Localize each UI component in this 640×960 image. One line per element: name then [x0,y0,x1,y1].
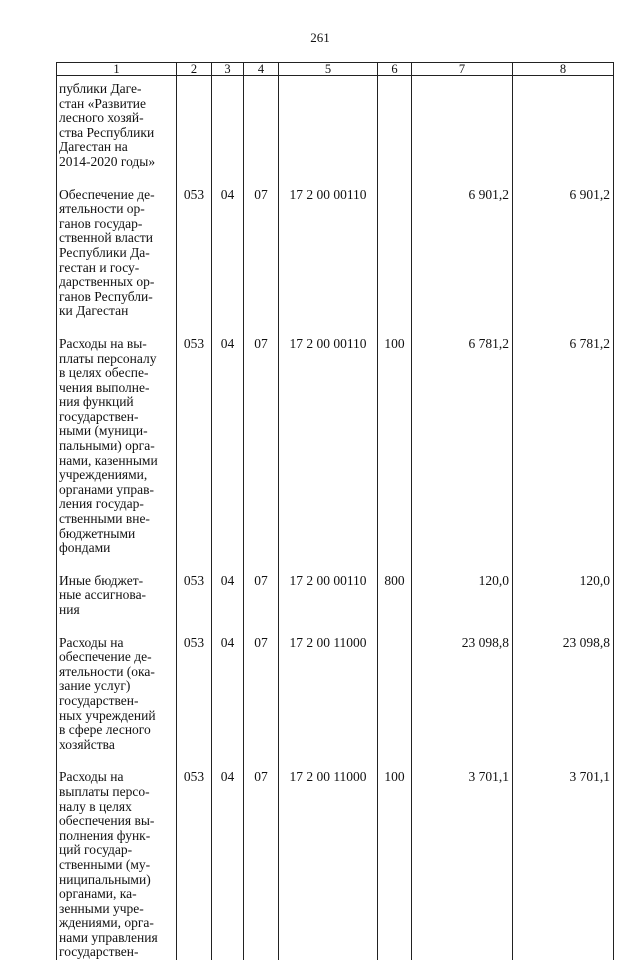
cell-ministry-code: 053 [177,337,212,556]
cell-amount-8 [513,76,614,170]
row-name: Расходы на вы- платы персоналу в целях обеспе- чения выполне- ния функций государствен- ными (муници- пальными) орга- нами, казенными учреждениями, органами управ- ления государ- ственными вне- бюджетными фондами [57,337,177,556]
cell-target-article: 17 2 00 11000 [279,770,378,960]
cell-ministry-code: 053 [177,636,212,753]
table-row [57,574,614,618]
cell-ministry-code: 053 [177,574,212,618]
cell-amount-7: 6 781,2 [412,337,513,556]
row-name: Расходы на выплаты персо- налу в целях обеспечения вы- полнения функ- ций государ- ственными (му- ниципальными) органами, ка- зенными учре- ждениями, орга- нами управления государствен- [57,770,177,960]
cell-expense-type [378,188,412,319]
column-header-1: 1 [57,63,177,76]
row-gap [57,170,614,188]
cell-amount-8: 3 701,1 [513,770,614,960]
cell-amount-8: 120,0 [513,574,614,618]
cell-section: 04 [212,636,244,753]
column-header-3: 3 [212,63,244,76]
column-header-2: 2 [177,63,212,76]
cell-expense-type [378,636,412,753]
cell-target-article: 17 2 00 11000 [279,636,378,753]
page-number: 261 [310,30,330,45]
cell-subsection [244,76,279,170]
row-name: Иные бюджет- ные ассигнова- ния [57,574,177,618]
cell-expense-type [378,76,412,170]
table-row [57,76,614,170]
row-name: публики Даге- стан «Развитие лесного хозяй- ства Республики Дагестан на 2014-2020 годы» [57,76,177,170]
cell-section: 04 [212,770,244,960]
budget-table [56,62,614,960]
row-name: Обеспечение де- ятельности ор- ганов государ- ственной власти Республики Да- гестан и госу- дарственных ор- ганов Республи- ки Дагестан [57,188,177,319]
cell-amount-8: 6 781,2 [513,337,614,556]
table-row [57,636,614,753]
cell-amount-7: 23 098,8 [412,636,513,753]
cell-subsection: 07 [244,574,279,618]
row-gap [57,752,614,770]
cell-ministry-code [177,76,212,170]
column-header-5: 5 [279,63,378,76]
cell-subsection: 07 [244,188,279,319]
row-gap [57,618,614,636]
cell-target-article: 17 2 00 00110 [279,337,378,556]
row-name: Расходы на обеспечение де- ятельности (ока- зание услуг) государствен- ных учреждений в сфере лесного хозяйства [57,636,177,753]
cell-amount-7: 6 901,2 [412,188,513,319]
cell-target-article: 17 2 00 00110 [279,188,378,319]
cell-amount-7 [412,76,513,170]
table-row [57,188,614,319]
column-header-6: 6 [378,63,412,76]
column-header-7: 7 [412,63,513,76]
cell-subsection: 07 [244,337,279,556]
cell-amount-7: 120,0 [412,574,513,618]
cell-ministry-code: 053 [177,188,212,319]
row-gap [57,319,614,337]
cell-target-article [279,76,378,170]
cell-ministry-code: 053 [177,770,212,960]
cell-amount-8: 6 901,2 [513,188,614,319]
cell-subsection: 07 [244,770,279,960]
column-header-8: 8 [513,63,614,76]
row-gap [57,556,614,574]
cell-expense-type: 800 [378,574,412,618]
cell-amount-8: 23 098,8 [513,636,614,753]
cell-section: 04 [212,188,244,319]
cell-amount-7: 3 701,1 [412,770,513,960]
cell-section: 04 [212,574,244,618]
cell-section [212,76,244,170]
table-row [57,337,614,556]
cell-target-article: 17 2 00 00110 [279,574,378,618]
cell-subsection: 07 [244,636,279,753]
cell-expense-type: 100 [378,337,412,556]
cell-expense-type: 100 [378,770,412,960]
cell-section: 04 [212,337,244,556]
header-row [57,63,614,76]
table-row [57,770,614,960]
column-header-4: 4 [244,63,279,76]
